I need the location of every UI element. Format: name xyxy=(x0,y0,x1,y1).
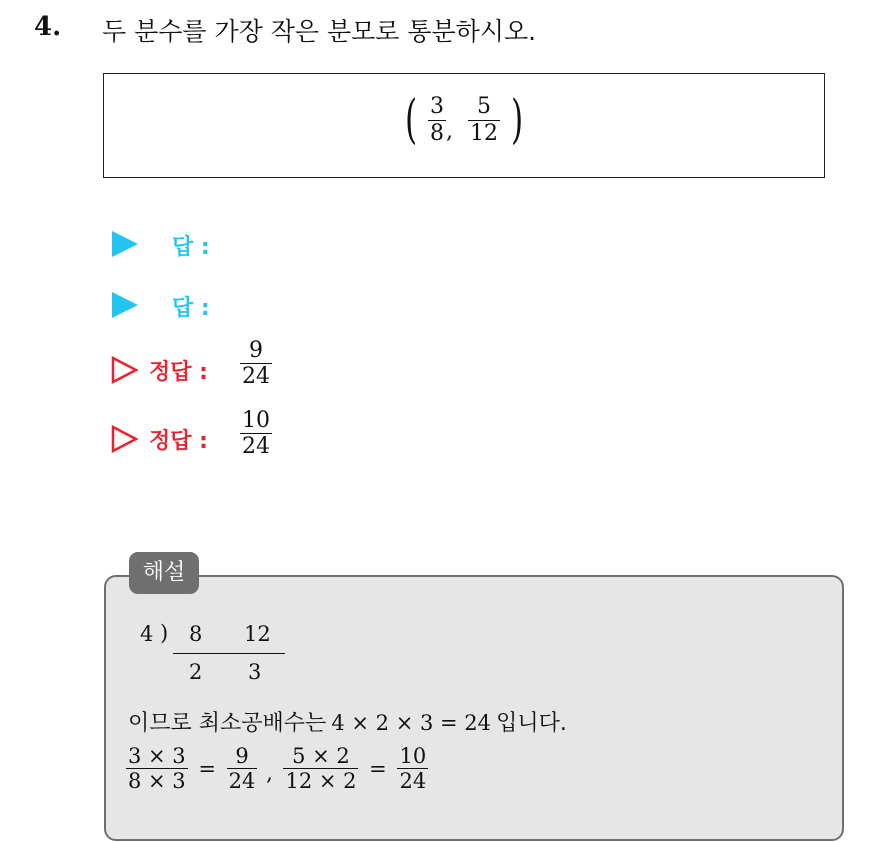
sentence-math: 4 × 2 × 3 = 24 xyxy=(331,711,492,735)
correct-answer-1-den: 24 xyxy=(242,364,270,390)
correct-answer-1-num: 9 xyxy=(249,338,263,363)
eq-separator: , xyxy=(266,761,273,786)
division-top-2: 12 xyxy=(244,622,271,646)
answer-arrow-icon xyxy=(112,292,138,318)
eq2-rhs-den: 24 xyxy=(399,769,427,794)
explanation-sentence xyxy=(128,706,567,737)
sentence-prefix: 이므로 최소공배수는 xyxy=(128,711,327,736)
correct-answer-2-num: 10 xyxy=(242,408,270,433)
answer-label-2: 답 : xyxy=(172,296,210,321)
eq1-rhs-den: 24 xyxy=(228,769,256,794)
fraction-comma: , xyxy=(446,119,453,144)
fraction-pair xyxy=(104,90,824,150)
left-paren: ( xyxy=(404,90,417,150)
correct-arrow-icon xyxy=(111,425,139,453)
fraction-a-den: 8 xyxy=(430,120,444,146)
correct-answer-1 xyxy=(240,339,272,388)
answer-label-1: 답 : xyxy=(172,235,210,260)
question-number: 4. xyxy=(34,12,62,42)
eq2-lhs-den: 12 × 2 xyxy=(285,769,357,794)
eq2-lhs-num: 5 × 2 xyxy=(292,744,350,768)
eq1-rhs-num: 9 xyxy=(235,744,249,768)
eq2-rhs-num: 10 xyxy=(399,744,427,768)
correct-answer-2-den: 24 xyxy=(242,434,270,460)
correct-answer-2 xyxy=(240,409,272,458)
fraction-b-num: 5 xyxy=(477,94,491,120)
explanation-tab: 해설 xyxy=(129,552,199,594)
question-text: 두 분수를 가장 작은 분모로 통분하시오. xyxy=(102,17,537,46)
fraction-a-num: 3 xyxy=(430,94,444,120)
right-paren: ) xyxy=(511,90,524,150)
eq1-lhs-num: 3 × 3 xyxy=(128,744,186,768)
division-bottom-2: 3 xyxy=(248,660,262,684)
eq2-equals: = xyxy=(369,756,387,781)
eq1-equals: = xyxy=(198,756,216,781)
correct-label-1: 정답 : xyxy=(149,360,208,385)
explanation-equations xyxy=(126,745,428,792)
eq1-lhs xyxy=(126,745,188,792)
division-bottom-1: 2 xyxy=(189,660,203,684)
division-top-1: 8 xyxy=(189,622,203,646)
answer-arrow-icon xyxy=(112,231,138,257)
correct-arrow-icon xyxy=(111,356,139,384)
division-line xyxy=(173,653,285,654)
correct-label-2: 정답 : xyxy=(149,429,208,454)
eq1-lhs-den: 8 × 3 xyxy=(128,769,186,794)
eq1-rhs xyxy=(227,745,258,792)
fraction-b xyxy=(468,95,500,144)
problem-box xyxy=(103,73,825,178)
eq2-lhs xyxy=(283,745,358,792)
division-paren: ) xyxy=(160,621,169,645)
fraction-b-den: 12 xyxy=(470,120,498,146)
sentence-suffix: 입니다. xyxy=(496,711,567,736)
division-divisor: 4 xyxy=(140,622,154,646)
fraction-a xyxy=(428,95,446,144)
eq2-rhs xyxy=(397,745,428,792)
